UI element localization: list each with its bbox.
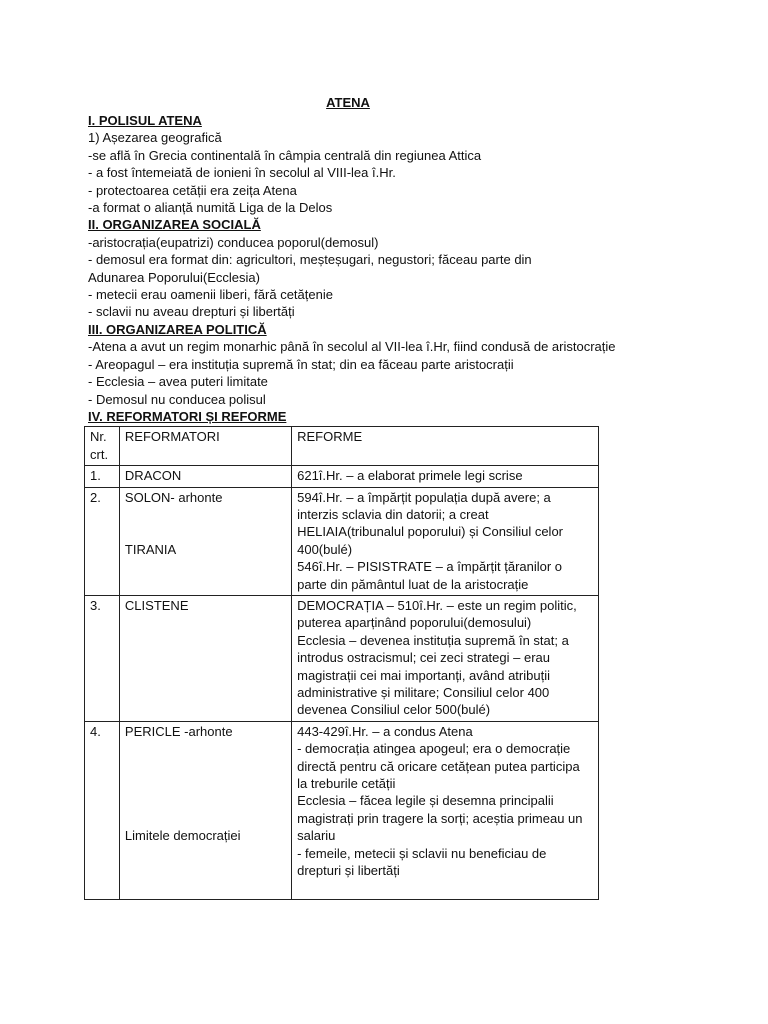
- reformer-name: Limitele democrației: [124, 828, 241, 844]
- reforms-cell: [292, 595, 599, 721]
- section-2-line: - demosul era format din: agricultori, meșteșugari, negustori; făceau parte din Adunarea Poporului(Ecclesia): [88, 252, 532, 285]
- section-3-line: - Demosul nu conducea polisul: [88, 391, 266, 407]
- reformer-name: PERICLE -arhonte: [124, 723, 233, 739]
- table-row: [85, 487, 599, 595]
- reformer-name: TIRANIA: [124, 541, 177, 557]
- table-header-row: [85, 427, 599, 466]
- reforms-text: 621î.Hr. – a elaborat primele legi scrise: [292, 466, 599, 487]
- reformer-name: CLISTENE: [119, 595, 291, 721]
- row-number: 1.: [85, 466, 120, 487]
- section-2-heading: II. ORGANIZAREA SOCIALĂ: [88, 217, 261, 233]
- reformer-cell: [119, 721, 291, 900]
- reforms-text: 546î.Hr. – PISISTRATE – a împărțit țăranilor o parte din pământul luat de la aristocrație: [297, 559, 563, 592]
- reforms-text: DEMOCRAȚIA – 510î.Hr. – este un regim politic, puterea aparținând poporului(demosului): [297, 597, 577, 631]
- section-3-line: - Ecclesia – avea puteri limitate: [88, 374, 268, 390]
- section-3-line: - Areopagul – era instituția supremă în stat; din ea făceau parte aristocrații: [88, 356, 514, 372]
- reforms-text: - femeile, metecii și sclavii nu beneficiau de drepturi și libertăți: [297, 845, 547, 879]
- row-number: 4.: [85, 721, 120, 900]
- reforms-text: Ecclesia – făcea legile și desemna principalii magistrați prin tragere la sorți; aceștia primeau un salariu: [297, 793, 583, 844]
- cell-spacer: [125, 506, 286, 541]
- section-1-line: - a fost întemeiată de ionieni în secolul al VIII-lea î.Hr.: [88, 165, 396, 181]
- row-number: 3.: [85, 595, 120, 721]
- document-page: [88, 94, 616, 900]
- reforms-text: Ecclesia – devenea instituția supremă în stat; a introdus ostracismul; cei zeci strategi – erau magistrații cei mai importanți, având atribuții administrative și militare; Consiliul celor 400 devenea Consiliul celor 500(bulé): [297, 632, 569, 718]
- section-3-heading: III. ORGANIZAREA POLITICĂ: [88, 321, 267, 337]
- row-number: 2.: [85, 487, 120, 595]
- section-1-line: -se află în Grecia continentală în câmpia centrală din regiunea Attica: [88, 147, 482, 163]
- table-row: [85, 595, 599, 721]
- section-3-line: -Atena a avut un regim monarhic până în secolul al VII-lea î.Hr, fiind condusă de aristocrație: [88, 339, 616, 355]
- reformer-name: DRACON: [119, 466, 291, 487]
- reformer-name: SOLON- arhonte: [124, 489, 223, 505]
- table-header-reformers: REFORMATORI: [119, 427, 291, 466]
- section-1-line: -a format o alianță numită Liga de la Delos: [88, 200, 333, 216]
- cell-spacer: [125, 740, 286, 827]
- reformer-cell: [119, 487, 291, 595]
- table-row: [85, 466, 599, 487]
- section-2-line: - sclavii nu aveau drepturi și libertăți: [88, 304, 295, 320]
- reforms-text: - democrația atingea apogeul; era o democrație directă pentru că oricare cetățean putea participa la treburile cetății: [297, 741, 580, 792]
- section-1-subheading: 1) Așezarea geografică: [88, 130, 222, 146]
- reforms-cell: [292, 487, 599, 595]
- table-header-nr: Nr. crt.: [85, 427, 120, 466]
- section-4-heading: IV. REFORMATORI ȘI REFORME: [88, 408, 287, 424]
- document-title: ATENA: [326, 95, 370, 110]
- reforms-table: [84, 426, 599, 900]
- reforms-cell: [292, 721, 599, 900]
- section-2-line: -aristocrația(eupatrizi) conducea poporul(demosul): [88, 234, 379, 250]
- table-header-reforms: REFORME: [292, 427, 599, 466]
- section-1-line: - protectoarea cetății era zeița Atena: [88, 182, 297, 198]
- section-2-line: - metecii erau oamenii liberi, fără cetățenie: [88, 287, 333, 303]
- reforms-text: 594î.Hr. – a împărțit populația după avere; a interzis sclavia din datorii; a creat HELIAIA(tribunalul poporului) și Consiliul celor 400(bulé): [297, 489, 564, 557]
- table-row: [85, 721, 599, 900]
- reforms-text: 443-429î.Hr. – a condus Atena: [297, 723, 473, 739]
- section-1-heading: I. POLISUL ATENA: [88, 113, 202, 128]
